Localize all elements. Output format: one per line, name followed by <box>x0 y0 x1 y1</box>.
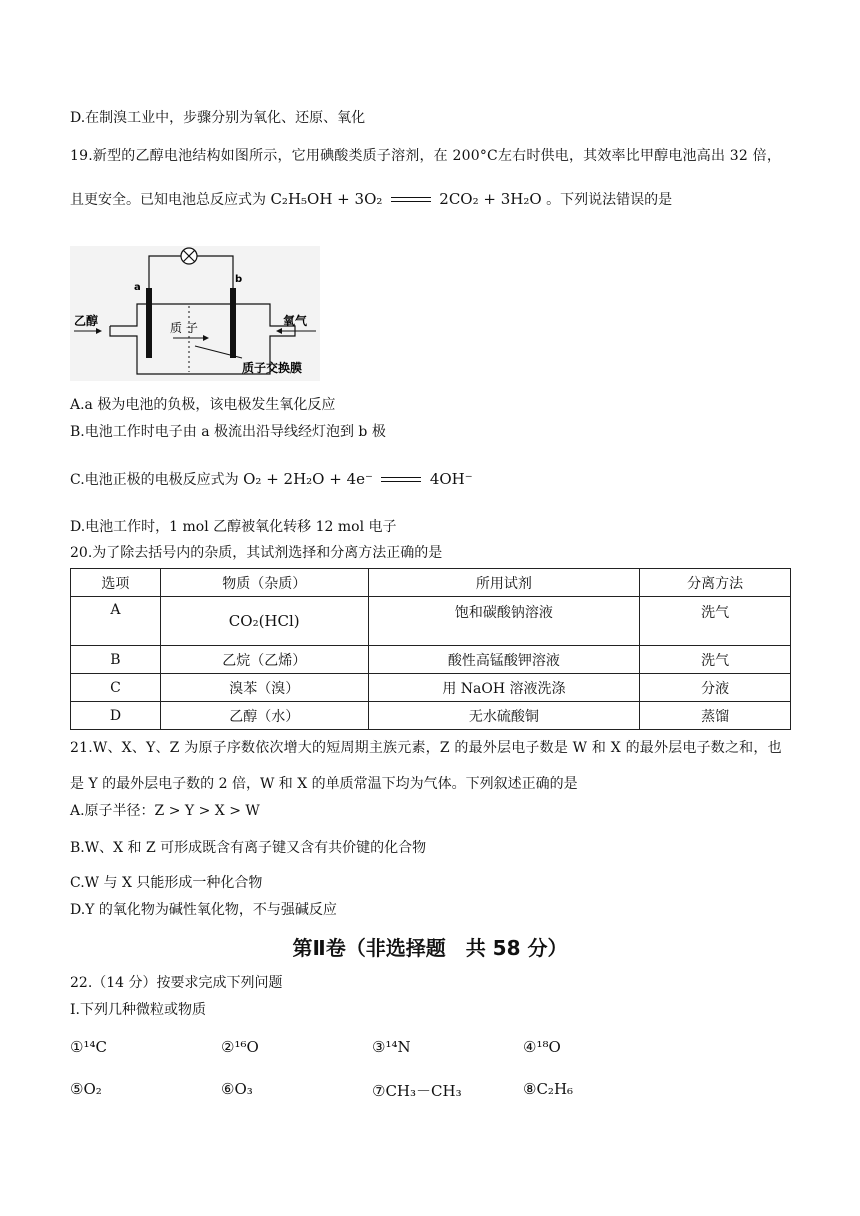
table-row <box>71 702 791 730</box>
table-cell: 无水硫酸铜 <box>368 702 640 730</box>
q19-equation-right: 2CO₂ + 3H₂O <box>439 190 542 208</box>
species-item: ⑤O₂ <box>70 1080 102 1098</box>
q19-stem-suffix: 。下列说法错误的是 <box>546 192 673 208</box>
species-item: ④¹⁸O <box>523 1038 561 1056</box>
table-row <box>71 646 791 674</box>
table-cell: 乙醇（水） <box>160 702 368 730</box>
species-item: ②¹⁶O <box>221 1038 259 1056</box>
q21-option-c: C.W 与 X 只能形成一种化合物 <box>70 875 263 891</box>
species-item: ⑦CH₃－CH₃ <box>372 1082 462 1100</box>
table-cell: D <box>71 702 161 730</box>
q20-stem: 20.为了除去括号内的杂质，其试剂选择和分离方法正确的是 <box>70 545 443 561</box>
part2-title: 第Ⅱ卷（非选择题 共 58 分） <box>292 936 568 960</box>
table-cell: 酸性高锰酸钾溶液 <box>368 646 640 674</box>
table-header-cell: 选项 <box>71 569 161 597</box>
species-item: ⑥O₃ <box>221 1080 253 1098</box>
table-header-row <box>71 569 791 597</box>
table-cell: 蒸馏 <box>640 702 791 730</box>
q19-option-b: B.电池工作时电子由 a 极流出沿导线经灯泡到 b 极 <box>70 424 386 440</box>
q22-sub1: Ⅰ.下列几种微粒或物质 <box>70 1002 206 1018</box>
table-header-cell: 分离方法 <box>640 569 791 597</box>
ethanol-fuel-cell-diagram <box>70 246 320 381</box>
q19-option-a: A.a 极为电池的负极，该电极发生氧化反应 <box>70 397 336 413</box>
table-cell: 洗气 <box>640 597 791 646</box>
table-cell: 溴苯（溴） <box>160 674 368 702</box>
species-item: ①¹⁴C <box>70 1038 107 1056</box>
q22-stem: 22.（14 分）按要求完成下列问题 <box>70 975 283 991</box>
table-header-cell: 物质（杂质） <box>160 569 368 597</box>
q19-equation-left: C₂H₅OH + 3O₂ <box>270 190 383 208</box>
table-row <box>71 674 791 702</box>
q21-option-b: B.W、X 和 Z 可形成既含有离子键又含有共价键的化合物 <box>70 840 427 856</box>
q20-options-table <box>70 568 791 730</box>
q19-option-c-right: 4OH⁻ <box>429 470 473 488</box>
table-cell: 乙烷（乙烯） <box>160 646 368 674</box>
table-cell: 用 NaOH 溶液洗涤 <box>368 674 640 702</box>
q19-option-c <box>70 469 473 490</box>
table-cell: 分液 <box>640 674 791 702</box>
electrode-b-label: b <box>235 274 243 285</box>
table-cell: 饱和碳酸钠溶液 <box>368 597 640 646</box>
table-cell: 洗气 <box>640 646 791 674</box>
q21-option-a: A.原子半径：Z > Y > X > W <box>70 803 260 819</box>
q21-stem-line2: 是 Y 的最外层电子数的 2 倍，W 和 X 的单质常温下均为气体。下列叙述正确的是 <box>70 776 578 792</box>
q19-option-c-prefix: C.电池正极的电极反应式为 <box>70 472 239 488</box>
electrode-a-label: a <box>134 282 141 293</box>
q19-stem-prefix: 且更安全。已知电池总反应式为 <box>70 192 266 208</box>
table-row <box>71 597 791 646</box>
ethanol-inlet-label: 乙醇 <box>74 314 99 328</box>
species-item: ③¹⁴N <box>372 1038 411 1056</box>
q18-option-d: D.在制溴工业中，步骤分别为氧化、还原、氧化 <box>70 110 366 126</box>
table-cell: B <box>71 646 161 674</box>
q19-stem-line1: 19.新型的乙醇电池结构如图所示，它用碘酸类质子溶剂，在 200°C左右时供电，其效率比甲醇电池高出 32 倍， <box>70 148 782 164</box>
table-cell: C <box>71 674 161 702</box>
membrane-label: 质子交换膜 <box>242 361 303 375</box>
table-header-cell: 所用试剂 <box>368 569 640 597</box>
q21-option-d: D.Y 的氧化物为碱性氧化物，不与强碱反应 <box>70 902 337 918</box>
equals-arrow-icon <box>381 476 421 484</box>
equals-arrow-icon <box>391 196 431 204</box>
q19-stem-line2 <box>70 189 672 210</box>
table-cell: CO₂(HCl) <box>160 597 368 646</box>
q19-option-c-left: O₂ + 2H₂O + 4e⁻ <box>243 470 373 488</box>
oxygen-inlet-label: 氧气 <box>283 314 308 328</box>
proton-label: 质 子 <box>170 321 198 335</box>
species-item: ⑧C₂H₆ <box>523 1080 574 1098</box>
table-cell: A <box>71 597 161 646</box>
q19-option-d: D.电池工作时，1 mol 乙醇被氧化转移 12 mol 电子 <box>70 519 397 535</box>
q21-stem-line1: 21.W、X、Y、Z 为原子序数依次增大的短周期主族元素，Z 的最外层电子数是 W 和 X 的最外层电子数之和，也 <box>70 740 782 756</box>
